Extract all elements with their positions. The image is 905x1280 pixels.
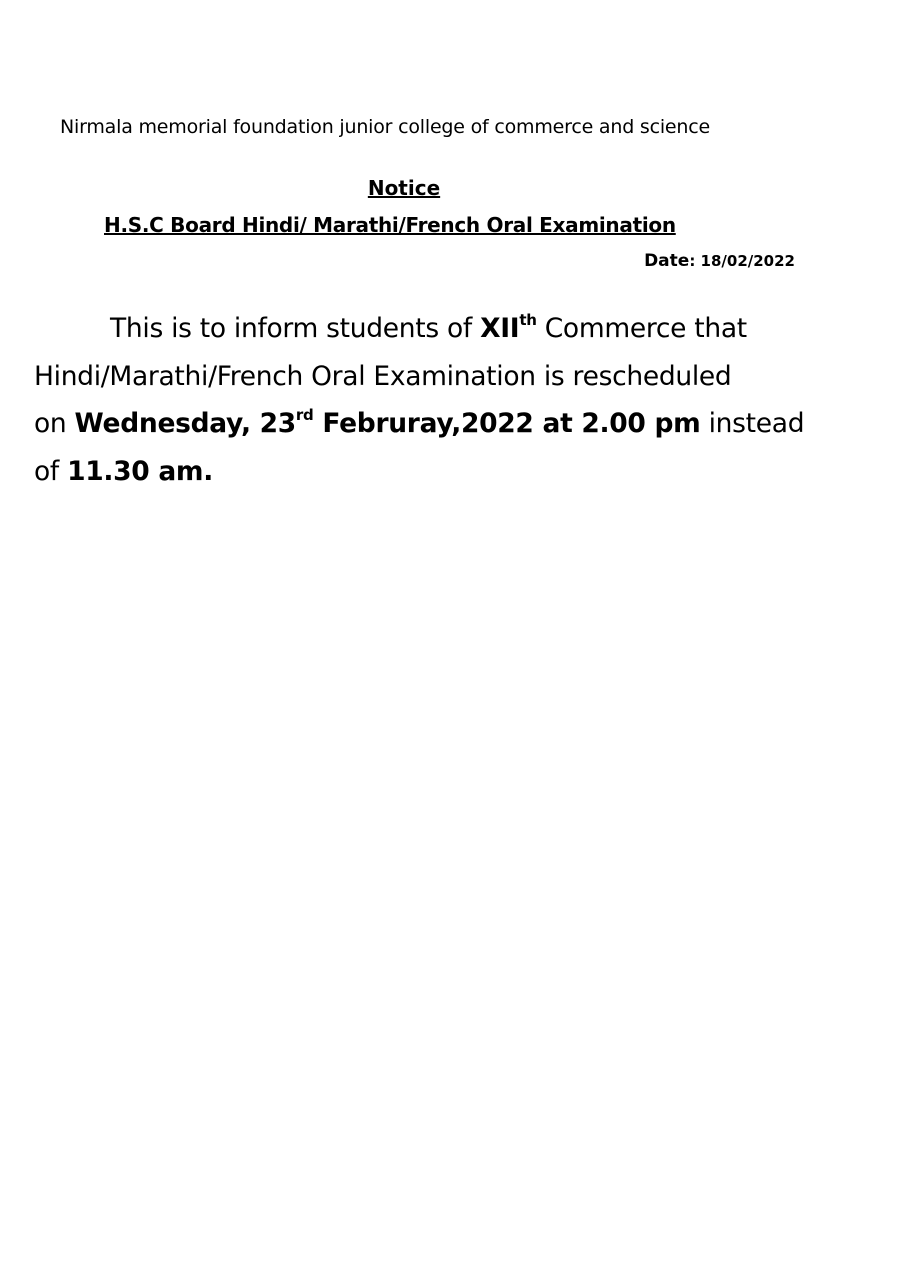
body-line-4 <box>34 448 834 496</box>
of-text: of <box>34 455 68 487</box>
exam-datetime: Februray,2022 at 2.00 pm <box>313 408 701 439</box>
instead-text: instead <box>700 408 805 439</box>
body-line-3 <box>34 400 834 448</box>
exam-title: H.S.C Board Hindi/ Marathi/French Oral Examination <box>104 213 676 237</box>
day-superscript: rd <box>295 406 314 424</box>
date-value: : 18/02/2022 <box>689 252 795 270</box>
body-line-2: Hindi/Marathi/French Oral Examination is rescheduled <box>34 360 732 392</box>
exam-day: Wednesday, 23 <box>74 408 296 439</box>
notice-date <box>644 251 795 271</box>
date-label: Date <box>644 251 690 271</box>
class-superscript: th <box>519 311 537 329</box>
body-line-1 <box>34 305 834 353</box>
stream-text: Commerce that <box>536 313 747 344</box>
notice-body <box>34 305 834 495</box>
class-name: XII <box>480 313 520 344</box>
notice-title: Notice <box>367 176 441 200</box>
body-intro: This is to inform students of <box>110 313 481 344</box>
original-time: 11.30 am. <box>67 455 213 487</box>
college-name: Nirmala memorial foundation junior college of commerce and science <box>60 116 711 138</box>
on-text: on <box>34 408 75 439</box>
